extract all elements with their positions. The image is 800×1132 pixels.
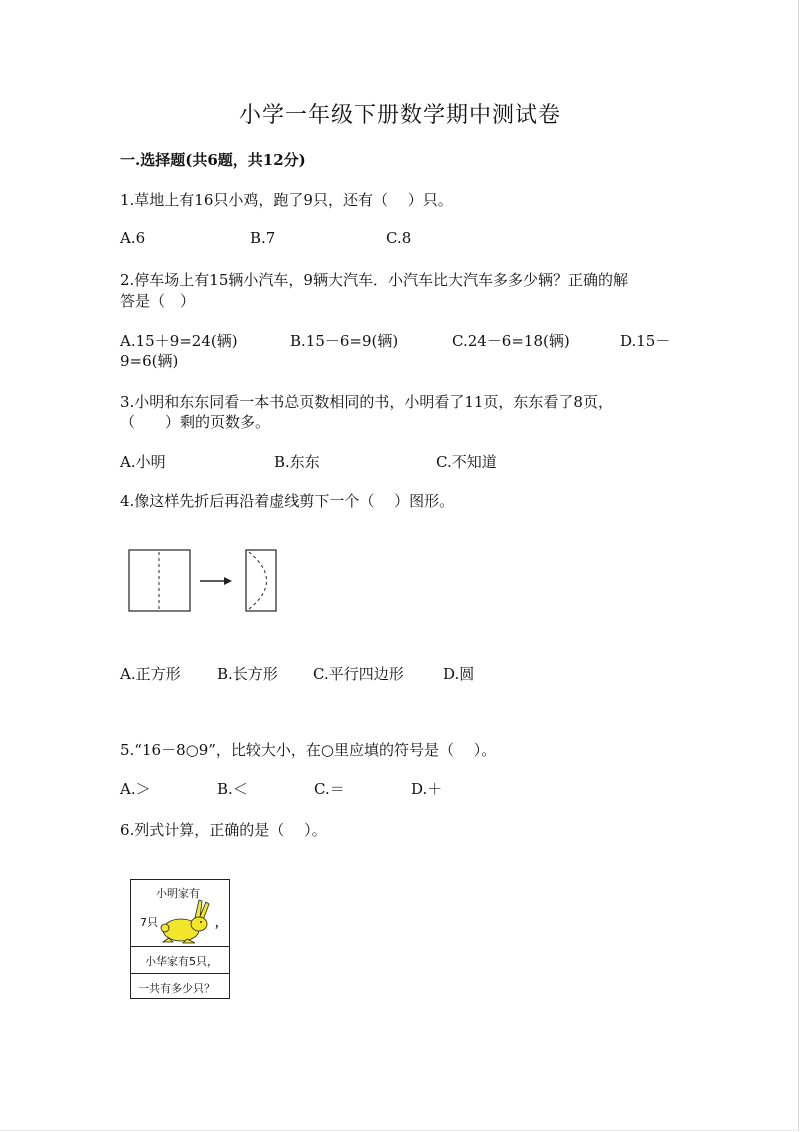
question-3-text-line2: （ ）剩的页数多。 [120,413,271,431]
figure-row-2 [131,946,229,974]
q5-option-a[interactable]: A.＞ [120,780,151,798]
q4-option-c[interactable]: C.平行四边形 [313,665,404,683]
question-3-text-line1: 3.小明和东东同看一本书总页数相同的书，小明看了11页，东东看了8页， [120,393,613,411]
q2-option-d-continued: 9=6(辆) [120,352,179,370]
q4-option-d[interactable]: D.圆 [443,665,475,683]
rabbit-word-problem-figure [130,879,230,999]
q4-option-b[interactable]: B.长方形 [217,665,278,683]
cut-arc [249,552,267,609]
q3-option-c[interactable]: C.不知道 [436,453,497,471]
q5-option-c[interactable]: C.＝ [314,780,345,798]
q5-option-d[interactable]: D.＋ [411,780,443,798]
q3-option-b[interactable]: B.东东 [274,453,320,471]
question-1-text: 1.草地上有16只小鸡，跑了9只，还有（ ）只。 [120,191,453,209]
q2-option-a[interactable]: A.15＋9=24(辆) [120,332,238,350]
q3-option-a[interactable]: A.小明 [120,453,166,471]
question-5-text: 5.“16－8○9”，比较大小，在○里应填的符号是（ ）。 [120,741,497,759]
question-2-text-line1: 2.停车场上有15辆小汽车，9辆大汽车．小汽车比大汽车多多少辆？正确的解 [120,271,628,289]
question-4-text: 4.像这样先折后再沿着虚线剪下一个（ ）图形。 [120,492,455,510]
figure-comma: ， [215,916,226,929]
question-2-text-line2: 答是（ ） [120,292,196,310]
q5-option-b[interactable]: B.＜ [217,780,248,798]
figure-text-2: 7只 [140,916,158,929]
figure-text-1: 小明家有 [156,887,200,900]
question-6-text: 6.列式计算，正确的是（ ）。 [120,821,327,839]
figure-text-4: 一共有多少只？ [138,982,215,995]
figure-text-3: 小华家有5只， [145,955,218,968]
rabbit-icon [159,898,213,944]
q2-option-b[interactable]: B.15－6=9(辆) [290,332,399,350]
q1-option-c[interactable]: C.8 [386,229,412,247]
section-heading: 一.选择题(共6题，共12分) [120,151,306,169]
q2-option-c[interactable]: C.24－6=18(辆) [452,332,570,350]
q4-option-a[interactable]: A.正方形 [120,665,181,683]
q1-option-a[interactable]: A.6 [120,229,146,247]
fold-cut-figure [128,548,288,618]
figure-row-3 [131,973,229,1000]
q2-option-d[interactable]: D.15－ [620,332,671,350]
arrow-right-icon [224,577,232,585]
figure-row-1 [131,880,229,947]
folded-rect-shape [246,550,276,611]
page-title: 小学一年级下册数学期中测试卷 [238,103,561,128]
q1-option-b[interactable]: B.7 [250,229,276,247]
